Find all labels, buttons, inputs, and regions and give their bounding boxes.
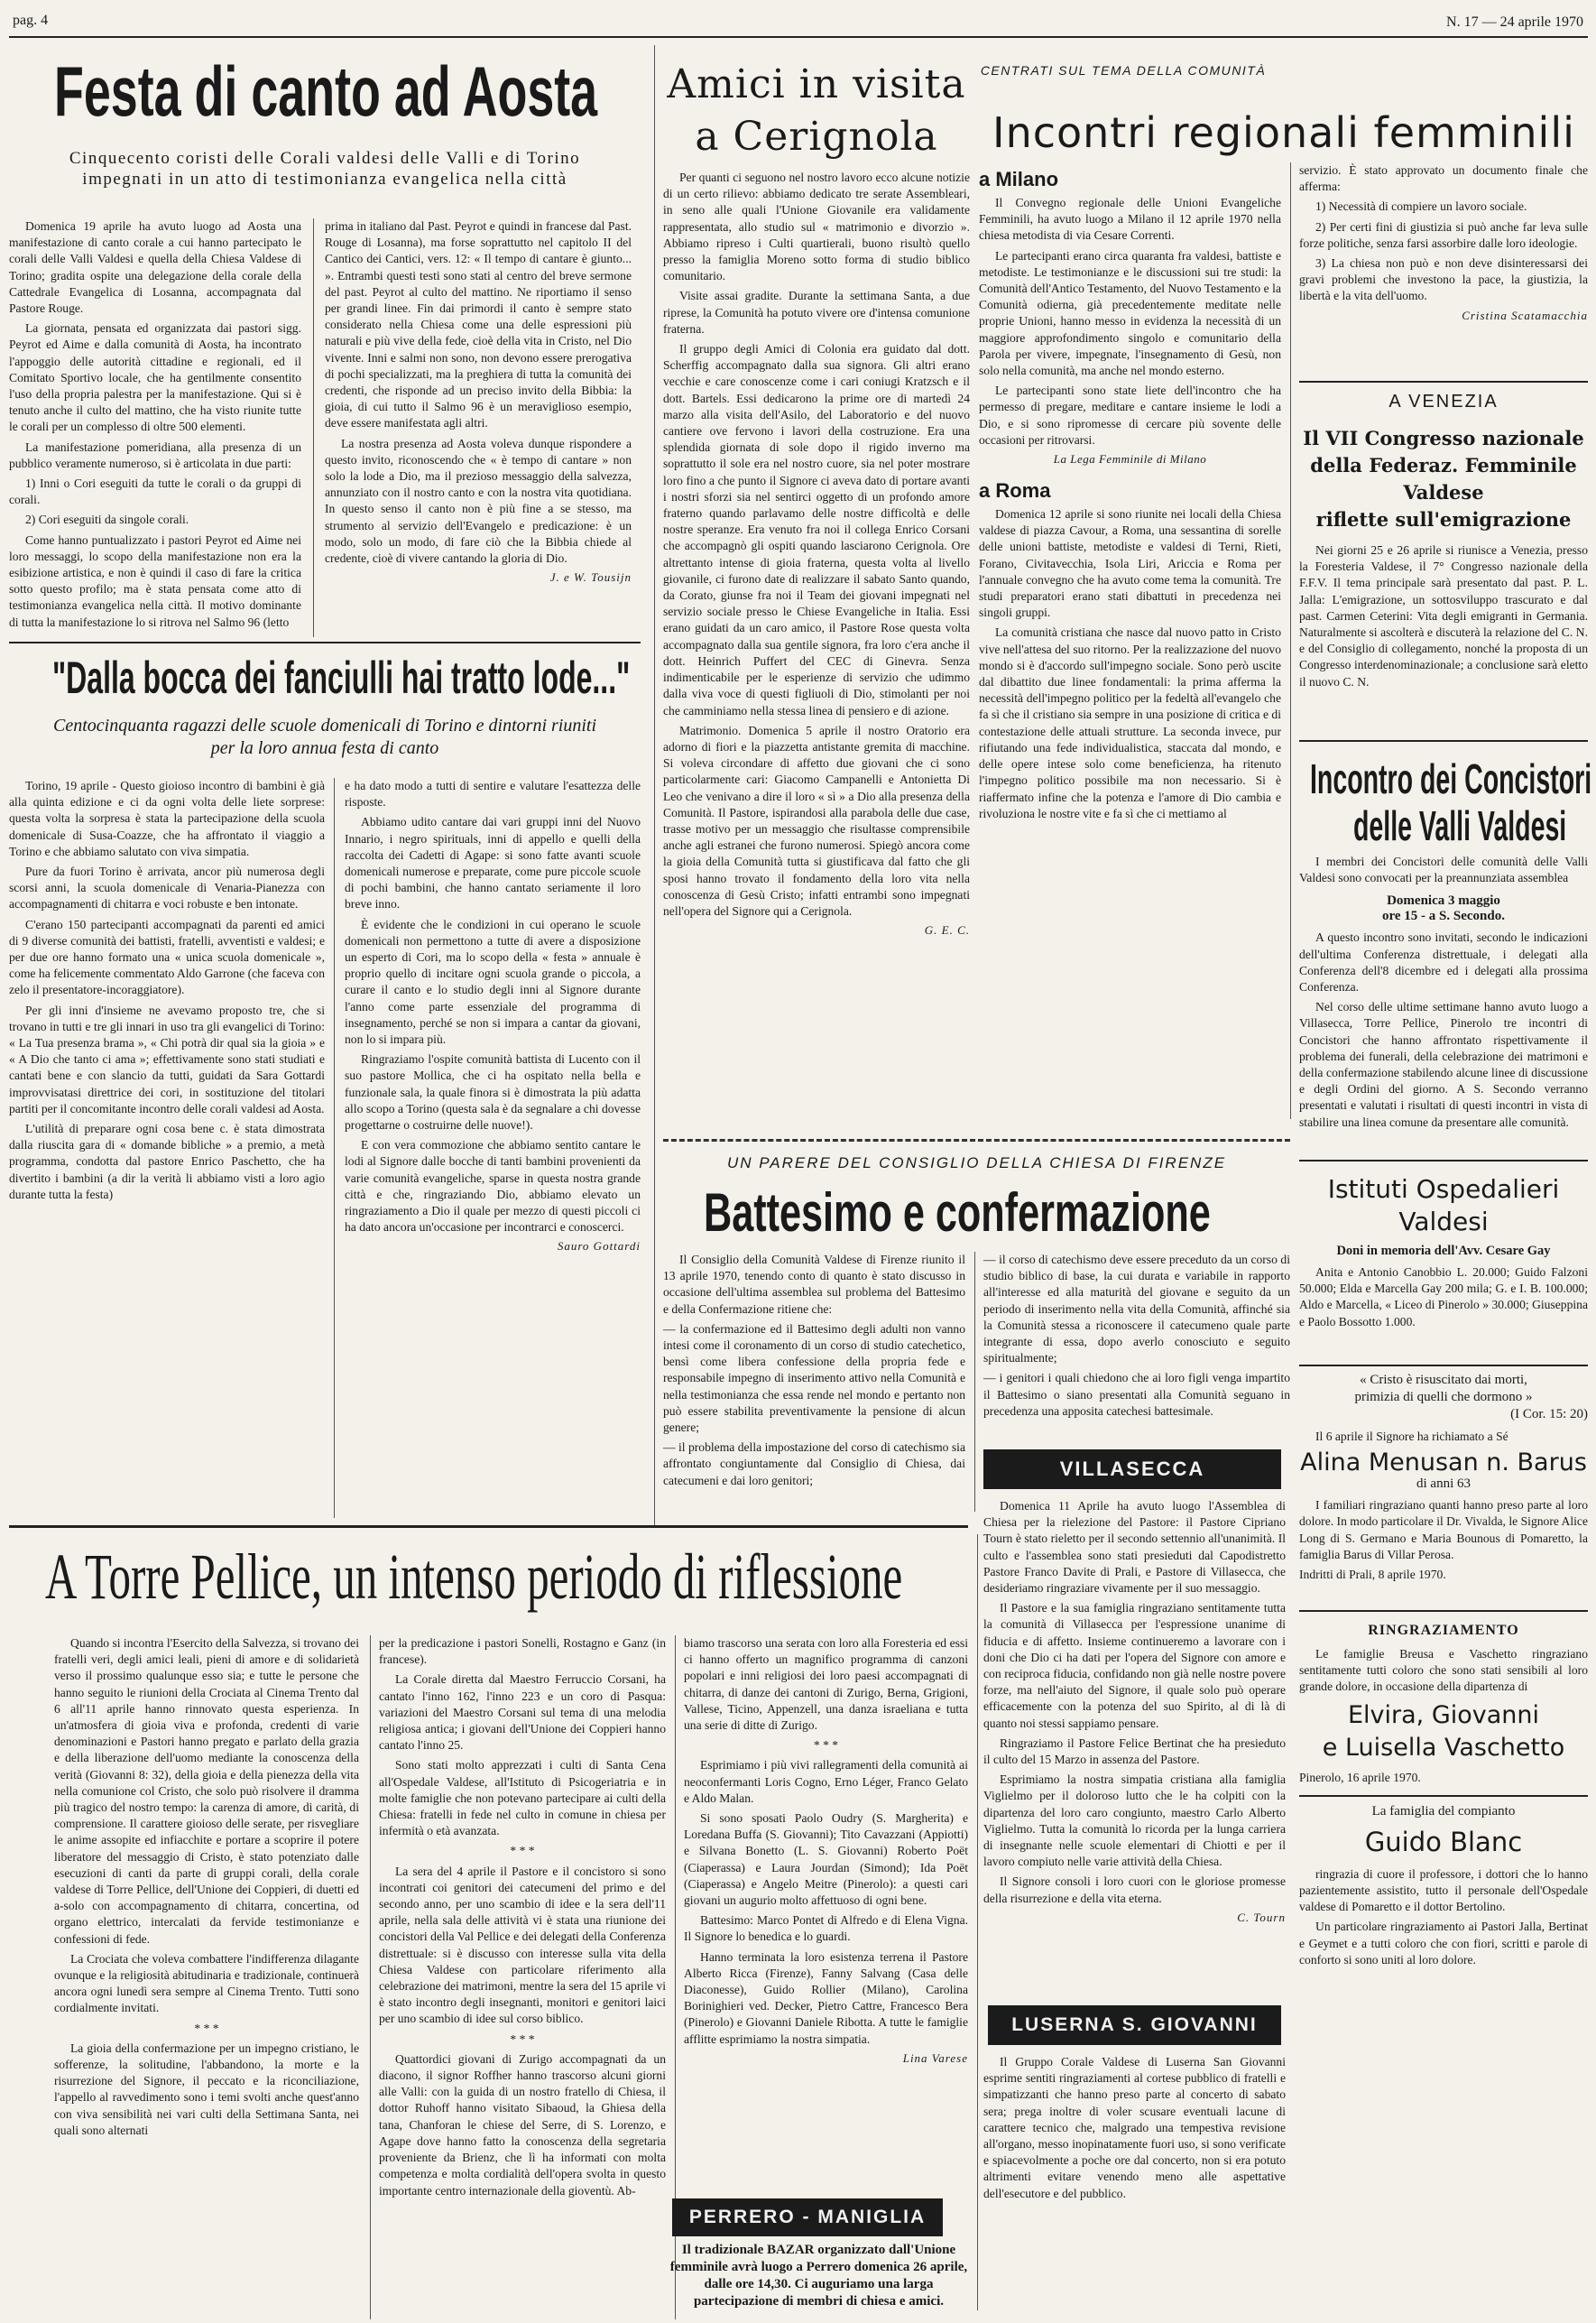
paragraph: A questo incontro sono invitati, secondo le indicazioni dell'ultima Conferenza distrettuale, i delegati alla Conferenza dell'8 dicembre ed i delegati alla prossima Conferenza. (1299, 930, 1588, 995)
ringr-heading: RINGRAZIAMENTO (1368, 1623, 1519, 1638)
concistori-date: Domenica 3 maggio (1387, 893, 1500, 909)
ringr-names1: Elvira, Giovanni (1347, 1700, 1540, 1729)
paragraph: Hanno terminata la loro esistenza terrena il Pastore Alberto Ricca (Firenze), Fanny Salvang (Casa delle Diaconesse), Guido Rollier (Milano), Carolina Borinighieri ved. Decker, Pietro Cattre, Francesco Bera (Pinerolo) e Giovanni Daniele Ribotta. A tutte le famiglie afflitte esprimiamo la nostra simpatia. (684, 1949, 968, 2046)
battesimo-kicker: UN PARERE DEL CONSIGLIO DELLA CHIESA DI FIRENZE (726, 1154, 1227, 1171)
roma-signature: Cristina Scatamacchia (1462, 308, 1588, 322)
paragraph: Esprimiamo la nostra simpatia cristiana alla famiglia Viglielmo per il doloroso lutto che le ha colpiti con la dipartenza del loro caro congiunto, maestro Carlo Alberto Viglielmo. Tutta la comunità lo ricorda per la lunga carriera di insegnante nelle scuole elementari di Chiotti e per il lavoro compiuto nelle varie attività della Chiesa. (983, 1772, 1286, 1869)
paragraph: La sera del 4 aprile il Pastore e il concistoro si sono incontrati coi genitori dei catecumeni del primo e del secondo anno, per uno scambio di idee e la sera dell'11 aprile, nella sala delle attività vi è stata una riunione dei concistori della Val Pellice e dei delegati della Conferenza distrettuale: si è discusso con interesse sulla vita della Chiesa Valdese con particolare riferimento alla celebrazione dei matrimoni, mentre la sera del 15 aprile vi è stato incontro degli insegnanti, monitori e genitori laici per uno scambio di idee sul corso biblico. (379, 1864, 666, 2026)
luserna-text: Il Gruppo Corale Valdese di Luserna San Giovanni esprime sentiti ringraziamenti al cortese pubblico di fratelli e simpatizzanti che hanno preso parte al concerto di sabato sera; prega inoltre di voler scusare eventuali lacune di carattere tecnico che, malgrado una tempestiva revisione all'organo, messo inopinatamente fuori uso, si sono verificate e spiacevolmente a poche ore dal concerto, non si era potuto altrimenti evitare venendo meno alle aspettative dell'esecutore e del pubblico. (983, 2055, 1286, 2200)
ringr-text: Le famiglie Breusa e Vaschetto ringraziano sentitamente tutti coloro che sono stati sensibili al loro grande dolore, in occasione della dipartenza di (1299, 1647, 1588, 1694)
istituti-subtitle: Doni in memoria dell'Avv. Cesare Gay (1336, 1244, 1551, 1258)
concistori-body (1299, 854, 1588, 1129)
aosta-headline: Festa di canto ad Aosta (54, 51, 598, 131)
aosta-signature: J. e W. Tousijn (549, 570, 632, 585)
paragraph: È evidente che le condizioni in cui operano le scuole domenicali non permettono a tutte di avere a disposizione un esperto di Cori, ma lo scopo della « festa » annuale è proprio quello di incitare ogni scuola grande o piccola, a curare il canto e lo studio degli inni al Signore durante l'anno come parte essenziale del programma di insegnamento, perché se non si impara a cantar da giovani, non lo si impara più. (345, 917, 641, 1047)
paragraph: Battesimo: Marco Pontet di Alfredo e di Elena Vigna. Il Signore lo benedica e lo guardi. (684, 1913, 968, 1944)
paragraph: La manifestazione pomeridiana, alla presenza di un pubblico veramente numeroso, si è articolata in due parti: (9, 440, 301, 470)
paragraph: 2) Cori eseguiti da singole corali. (25, 513, 189, 527)
paragraph: La gioia della confermazione per un impegno cristiano, le sofferenze, la solitudine, l'abbandono, la morte e la risurrezione del Signore, il peccato e la riconciliazione, l'appello al ravvedimento sono i temi svolti anche quest'anno con viva sensibilità nei vari culti della Settimana Santa, nei quali sono alternati (54, 2041, 359, 2137)
incontri-kicker: CENTRATI SUL TEMA DELLA COMUNITÀ (980, 63, 1267, 78)
paragraph: Il Consiglio della Comunità Valdese di Firenze riunito il 13 aprile 1970, tenendo conto di quanto è stato discusso in occasione dell'ultima assemblea sul problema del Battesimo e della Confermazione ritiene che: (663, 1253, 965, 1316)
paragraph: Matrimonio. Domenica 5 aprile il nostro Oratorio era adorno di fiori e la piazzetta antistante gremita di macchine. Si voleva circondare di affetto due giovani che ci sono particolarmente cari: Giacomo Campanelli e Antonietta Di Leo che venivano a dire il loro « sì » a Dio alla presenza della Comunità. Il Pastore, ispirandosi alla parabola delle due case, trasse motivo per un messaggio che risultasse comprensibile anche agli estranei che furono numerosi. Spiegò ancora come la gioia della Comunità tutta si giustificava dal fatto che gli sposi hanno trovato il fondamento della loro vita nella conoscenza di Gesù Cristo; infatti entrambi sono impegnati nell'opera del Signore qui a Cerignola. (663, 723, 970, 918)
venezia-text: Nei giorni 25 e 26 aprile si riunisce a Venezia, presso la Foresteria Valdese, il 7° Congresso nazionale della F.F.V. Il tema principale sarà presentato dal past. P. L. Jalla: L'emigrazione, un sottosviluppo trascurato e dal past. Carmen Ceterini: Vita degli emigranti in Germania. Naturalmente si ascolterà e discuterà la relazione del C. N. e del Consiglio di collegamento, nonché la proposta di un Congresso interdenominazionale; a conclusione sarà eletto il nuovo C. N. (1299, 543, 1588, 689)
istituti-title1: Istituti Ospedalieri (1327, 1174, 1560, 1204)
aosta-col2 (325, 218, 632, 637)
paragraph: servizio. È stato approvato un documento finale che afferma: (1299, 163, 1588, 194)
istituti-text: Anita e Antonio Canobbio L. 20.000; Guido Falzoni 50.000; Elda e Marcella Gay 200 mila; G. e I. B. 100.000; Aldo e Marcella, « Liceo di Pinerolo » 30.000; Giuseppina e Paolo Bossotto 1.000. (1299, 1265, 1588, 1328)
article-fanciulli (9, 652, 641, 1518)
aosta-col1 (9, 218, 301, 637)
paragraph: Il Pastore e la sua famiglia ringraziano sentitamente tutta la comunità di Villasecca per l'espressione unanime di fiducia e di affetto. Insieme continueremo a lavorare con i doni che Dio ci ha dati per l'opera del Signore con amore e con reciproca fiducia, confidando non già nelle nostre povere forze, ma nell'aiuto del Signore, il quale solo può operare efficacemente con la potenza del suo Spirito, al di là di quanto noi stessi sappiamo pensare. (983, 1601, 1286, 1730)
paragraph: — il corso di catechismo deve essere preceduto da un corso di studio biblico di base, la cui durata e variabile in rapporto all'interesse ed alla maturità del giovane e seguito da un periodo di inserimento nella vita della Comunità, affinché sia la Comunità stessa a riconoscere il catecumeno quale parte integrante di essa, dopo averlo conosciuto e seguito spiritualmente; (983, 1253, 1290, 1365)
necro-place: Indritti di Prali, 8 aprile 1970. (1299, 1568, 1446, 1582)
article-necrologio (1299, 1372, 1588, 1606)
article-istituti (1299, 1173, 1588, 1363)
cerignola-body (663, 170, 970, 1134)
paragraph: Domenica 19 aprile ha avuto luogo ad Aosta una manifestazione di canto corale a cui hanno partecipato le corali delle Valli Valdesi e quella della Chiesa Valdese di Torino; gradita ospite una delegazione della corale della Cattedrale Evangelica di Losanna, accompagnata dal Pastore Rouge. (9, 219, 301, 316)
aosta-subtitle: Cinquecento coristi delle Corali valdesi delle Valli e di Torino impegnati in un atto di testimonianza evangelica nella città (69, 149, 581, 189)
paragraph: La comunità cristiana che nasce dal nuovo patto in Cristo vive nell'attesa del suo ritorno. Per la realizzazione del nuovo mondo si è d'accordo sull'impegno sociale. Sono però uscite dal dibattito due linee fondamentali: la prima afferma la necessità dell'impegno politico per la fedeltà all'evangelo che fa sì che il cristiano sia sempre in una posizione di critica e di contestazione delle attuali strutture. La seconda invece, pur rifiutando una fede individualistica, staccata dal mondo, e delle opere intese solo come beneficienza, ha ritenuto l'impegno politico possibile ma non necessario. Si è riaffermato infine che la potenza e l'amore di Dio cambia e rivoluziona le nostre vite e fa sì che ci mettiamo al (979, 625, 1281, 820)
incontri-col1 (979, 162, 1281, 1128)
paragraph: 1) Necessità di compiere un lavoro sociale. (1315, 199, 1527, 214)
article-concistori (1299, 747, 1592, 1129)
paragraph: Il gruppo degli Amici di Colonia era guidato dal dott. Scherffig accompagnato dalla sua signora. Gli altri erano vecchie e care conoscenze come i cari coniugi Kratzsch e il dott. Bartels. Essi dedicarono la prime ore di martedì 24 marzo alla visita dell'Asilo, del Laboratorio e del nuovo cantiere ove fervono i lavori della costruzione. Era una splendida giornata di sole dopo il rigido inverno ma soprattutto il sole era nel nostro cuore, sia nel poter mostrare loro fino a che punto il Signore ci aveva dato di portare avanti i nostri sforzi sia nel sentirci oggetto di un profondo amore fraterno quando parlavamo delle nostre difficoltà e delle nostre speranze. Era venuto fra noi il collega Enrico Corsani che accompagnò gli ospiti quando lasciarono Cerignola. Ore altrettanto intense di gioia fraterna, questa volta al livello giovanile, ci furono date di realizzare il sabato Santo quando, da Corato, giunse fra noi il Team dei giovani impegnati nel servizio sociale presso le Chiese Evangeliche in Italia. Essi erano guidati da un caro amico, il Pastore Rose questa volta accompagnato dalla sua gentile signora, fra loro c'era anche il dott. Heinrich Puffert del CEC di Ginevra. Senza indimenticabile per le esperienze di servizio che udimmo dalla viva voce di questi figliuoli di Dio, stimolanti per noi che camminiamo nella stessa linea di pensiero e di azione. (663, 342, 970, 717)
paragraph: La giornata, pensata ed organizzata dai pastori sigg. Peyrot ed Aime e dalla comunità di Aosta, ha incontrato l'appoggio delle autorità cittadine e regionali, ed il Comitato Sportivo locale, che ha gentilmente consentito l'uso della propria palestra per la manifestazione. Qui si è tenuto anche il culto del mattino, che ha visto riunite tutte le corali per un complesso di oltre 500 elementi. (9, 321, 301, 434)
paragraph: Esprimiamo i più vivi rallegramenti della comunità ai neoconfermanti Loris Cogno, Erno Léger, Franco Gelato e Aldo Malan. (684, 1758, 968, 1805)
paragraph: C'erano 150 partecipanti accompagnati da parenti ed amici di 9 diverse comunità dei battisti, fratelli, avventisti e valdesi; e per due ore hanno formato una « unica scuola domenicale », come ha felicemente commentato Aldo Garrone (che faceva con zelo il presentatore-incoraggiatore). (9, 917, 325, 997)
paragraph: I membri dei Concistori delle comunità delle Valli Valdesi sono convocati per la preannunziata assemblea (1299, 855, 1588, 885)
villasecca-signature: C. Tourn (1237, 1910, 1286, 1924)
luserna-banner: LUSERNA S. GIOVANNI (988, 2005, 1281, 2045)
fanciulli-col2 (345, 778, 641, 1518)
paragraph: Si sono sposati Paolo Oudry (S. Margherita) e Loredana Buffa (S. Giovanni); Tito Cavazzani (Appiotti) e Silvana Bonetto (L. S. Giovanni) Roberto Poët (Ciaperassa) e Laura Jourdan (Simond); Ida Poët (Ciaperassa) e Angelo Meitre (Pinerolo): a questi cari giovani un augurio molto affettuoso di ogni bene. (684, 1811, 968, 1908)
necro-intro: Il 6 aprile il Signore ha richiamato a Sé (1315, 1430, 1508, 1443)
paragraph: Per gli inni d'insieme ne avevamo proposto tre, che si trovano in tutti e tre gli innari in uso tra gli evangelici di Torino: « La Tua presenza brama », « Chi potrà dir qual sia la gioia » e « A Dio che tanto ci ama »; effettivamente sono stati studiati e cantati bene e con slancio da tutti, guidati da Sara Gottardi improvvisatasi direttrice dei cori, in sostituzione del titolari partiti per il concomitante incontro delle corali valdesi ad Aosta. (9, 1003, 325, 1115)
concistori-time: ore 15 - a S. Secondo. (1382, 909, 1505, 924)
cerignola-title-line1: Amici in visita (667, 61, 966, 107)
concistori-title2: delle Valli Valdesi (1353, 802, 1567, 849)
milano-signature: La Lega Femminile di Milano (1053, 452, 1207, 467)
paragraph: Quattordici giovani di Zurigo accompagnati da un diacono, il signor Roffher hanno trascorso alcuni giorni alle Valli: con la guida di un nostro fratello di Chiesa, il dottor Ruhoff hanno visitato Sibaoud, la Ghiesa della tana, Chanforan le chiese del Serre, di S. Lorenzo, e Agape dove hanno fatto la conoscenza della segretaria proveniente da Brienz, che lì ha informati con molta competenza e molta cordialità dell'opera svolta in questo importante centro internazionale della gioventù. Ab- (379, 2051, 666, 2198)
paragraph: Domenica 12 aprile si sono riunite nei locali della Chiesa valdese di piazza Cavour, a Roma, una sessantina di sorelle delle unioni battiste, metodiste e valdesi di Terni, Rieti, Forano, Civitavecchia, Isola Liri, Ariccia e Roma per l'annuale convegno che ha avuto come tema la comunità. Tre studi preparatori erano stati dibattuti in precedenza nei singoli gruppi. (979, 507, 1281, 620)
paragraph: Visite assai gradite. Durante la settimana Santa, a due riprese, la Comunità ha potuto vivere ore d'intensa comunione fraterna. (663, 289, 970, 336)
ringr-intro2: La famiglia del compianto (1371, 1803, 1516, 1819)
ringr-place: Pinerolo, 16 aprile 1970. (1299, 1770, 1421, 1784)
incontri-col2 (1299, 162, 1588, 379)
paragraph: Le partecipanti sono state liete dell'incontro che ha permesso di pregare, meditare e cantare insieme le lodi a Dio, e si sono ripromesse di cercare più sovente delle occasioni per ritrovarsi. (979, 384, 1281, 447)
paragraph: Il Signore consoli i loro cuori con le gloriose promesse della risurrezione e della vita eterna. (983, 1874, 1286, 1905)
article-luserna (983, 2054, 1286, 2253)
paragraph: Il Convegno regionale delle Unioni Evangeliche Femminili, ha avuto luogo a Milano il 12 aprile 1970 nella chiesa metodista di via Cesare Correnti. (979, 196, 1281, 243)
paragraph: Per quanti ci seguono nel nostro lavoro ecco alcune notizie di un certo rilievo: abbiamo dedicato tre serate Assembleari, in seno alle quali l'Unione Giovanile era validamente rappresentata, allo studio sul « matrimonio e divorzio ». Abbiamo ripreso i Culti quartierali, buono risultò quello presso la famiglia Moreno sotto forma di studio biblico comunitario. (663, 171, 970, 283)
paragraph: Pure da fuori Torino è arrivata, ancor più numerosa degli scorsi anni, la scuola domenicale di Venaria-Pianezza con accompagnamenti di chitarra e voci robuste e ben intonate. (9, 865, 325, 912)
cerignola-title-line2: a Cerignola (695, 114, 938, 160)
paragraph: La nostra presenza ad Aosta voleva dunque rispondere a questo invito, riconoscendo che « è tempo di cantare » non solo la lode a Dio, ma il prezioso messaggio della salvezza, annunziato con il nostro canto e con la nostra vita quotidiana. In questo senso il canto non è più fine a se stesso, ma strumento al servizio dell'Evangelo e predicazione: è un modo, solo un modo, di fare ciò che la Bibbia chiede al credente, cioè di vivere cantando la gloria di Dio. (325, 436, 632, 566)
concistori-title1: Incontro dei Concistori (1310, 755, 1592, 802)
separator: * * * (510, 1844, 535, 1858)
paragraph: — i genitori i quali chiedono che ai loro figli venga impartito il Battesimo o siano presentati alla Comunità seguano in precedenza una apposita catechesi battesimale. (983, 1371, 1290, 1418)
necro-age: di anni 63 (1416, 1476, 1471, 1492)
paragraph: Come hanno puntualizzato i pastori Peyrot ed Aime nei loro messaggi, lo scopo della manifestazione non era la esibizione artistica, e non è quindi il caso di fare la critica sotto questo profilo; ma è stata pensata come atto di testimonianza evangelica nella città. Il motivo dominante di tutta la manifestazione lo si ritrova nel Salmo 96 (letto (9, 532, 301, 629)
ringr-text3: Un particolare ringraziamento ai Pastori Jalla, Bertinat e Geymet e a tutti coloro che con fiori, scritti e parole di conforto si sono uniti al loro dolore. (1299, 1920, 1588, 1967)
paragraph: L'utilità di preparare ogni cosa bene c. è stata dimostrata dalla riuscita gara di « domande bibliche » a premio, a metà programma, condotta dal pastore Enrico Paschetto, che ha divertito i bambini (a dir la verità li abbiamo visti a loro agio durante tutta la festa) (9, 1122, 325, 1201)
paragraph: — il problema della impostazione del corso di catechismo sia affrontato congiuntamente dal Consiglio di Chiesa, dai catecumeni e dai loro genitori; (663, 1440, 965, 1487)
paragraph: — la confermazione ed il Battesimo degli adulti non vanno intesi come il coronamento di un corso di studio catechetico, bensì come libera confessione della propria fede e responsabile impegno di inserimento attivo nella Comunità e nella testimonianza che essa rende nel mondo e pertanto non può essere stabilita preventivamente la pensione di alcun genere; (663, 1321, 965, 1435)
necro-ref: (I Cor. 15: 20) (1510, 1407, 1588, 1421)
perrero-banner: PERRERO - MANIGLIA (672, 2198, 943, 2236)
article-venezia (1299, 388, 1588, 749)
paragraph: per la predicazione i pastori Sonelli, Rostagno e Ganz (in francese). (379, 1636, 666, 1667)
fanciulli-col1 (9, 778, 325, 1518)
venezia-title3: riflette sull'emigrazione (1315, 508, 1572, 531)
necro-name: Alina Menusan n. Barus (1300, 1448, 1587, 1477)
page-number: pag. 4 (13, 13, 49, 28)
perrero-text: Il tradizionale BAZAR organizzato dall'Unione femminile avrà luogo a Perrero domenica 26 aprile, dalle ore 14,30. Ci auguriamo una larga partecipazione di membri di chiesa e amici. (669, 2243, 968, 2309)
article-cerignola (663, 51, 970, 1134)
paragraph: Sono stati molto apprezzati i culti di Santa Cena all'Ospedale Valdese, all'Istituto di Psicogeriatria e in molte famiglie che non potevano partecipare ai culti della Chiesa: fratelli in fede nel culto in comune in chiesa per infermità o età avanzata. (379, 1758, 666, 1838)
battesimo-col1 (663, 1252, 965, 1512)
paragraph: Ringraziamo l'ospite comunità battista di Lucento con il suo pastore Mollica, che ci ha ospitato nella bella e funzionale sala, la quale finora si è dimostrata la più adatta allo scopo a Torino (questa sala è da segnalare a chi dovesse progettarne o costruirne delle nuove!). (345, 1052, 641, 1133)
incontri-title: Incontri regionali femminili (992, 108, 1575, 157)
venezia-heading: A VENEZIA (1388, 392, 1499, 412)
article-perrero (668, 2242, 970, 2319)
article-villasecca (983, 1498, 1286, 1994)
separator: * * * (813, 1738, 839, 1753)
villasecca-banner: VILLASECCA (983, 1449, 1281, 1489)
fanciulli-headline: "Dalla bocca dei fanciulli hai tratto lode..." (52, 652, 631, 703)
paragraph: e ha dato modo a tutti di sentire e valutare l'esattezza delle risposte. (345, 779, 641, 810)
paragraph: Nel corso delle ultime settimane hanno avuto luogo a Villasecca, Torre Pellice, Pinerolo tre incontri di Concistori che hanno affrontato rispettivamente il problema dei funerali, della celebrazione dei matrimoni e della confermazione stabilendo alcune linee di discussione e degli Ordini del giorno. A S. Secondo verranno presentati e valutati i risultati di questi incontri in vista di stabilire una linea comune da presentare alle comunità. (1299, 1000, 1588, 1129)
issue-date: N. 17 — 24 aprile 1970 (1446, 14, 1583, 30)
battesimo-headline: Battesimo e confermazione (704, 1182, 1211, 1243)
roma-heading: a Roma (979, 479, 1051, 503)
torre-signature: Lina Varese (902, 2050, 968, 2065)
paragraph: Quando si incontra l'Esercito della Salvezza, si trovano dei fratelli veri, degli amici leali, pieni di amore e di solidarietà verso il prossimo qualunque esso sia; e tutte le persone che hanno seguito le riunioni della Crociata al Cinema Trento dal 6 all'11 aprile hanno rinnovato questa esperienza. In un'atmosfera di gioia viva e profonda, credenti di varie denominazioni e Pastori hanno pregato e parlato della grazia e della liberazione dell'uomo mediante la conoscenza della verità (Giovanni 8: 32), della gioia e della pienezza della vita nella comunione col Cristo, che solo può risolvere il dramma più tragico del nostro tempo: la carenza di amore, di carità, di comprensione. Il carattere gioioso delle serate, per risvegliare le anime assopite ed infiacchite e portare a scoprire il potere liberatore del messaggio di Cristo, è stato potenziato dalle esecuzioni di canti da parte di gruppi corali, della corale valdese di Torre Pellice, dell'Unione dei Coppieri, di duetti ed a-solo con accompagnamento di chitarra, concertina, od organo elettrico, intercalati da fervide testimonianze e confessioni di fede. (54, 1636, 359, 1946)
paragraph: E con vera commozione che abbiamo sentito cantare le lodi al Signore dalle bocche di tanti bambini provenienti da varie comunità evangeliche, sparse in questa nostra grande città e che, ringraziando Dio, abbiamo elevato un ringraziamento a Dio il quale per mezzo di questi piccoli ci ha dato ancora un'occasione per incontrarci e conoscerci. (345, 1138, 641, 1235)
torre-col2 (379, 1635, 666, 2319)
paragraph: Torino, 19 aprile - Questo gioioso incontro di bambini è già alla quinta edizione e ci da ogni volta delle liete sorprese: questa volta la sorpresa è stata la partecipazione della scuola domenicale di Susa-Coazze, che ha affrontato il viaggio a Torino e che abbiamo salutato con viva simpatia. (9, 779, 325, 858)
istituti-title2: Valdesi (1398, 1207, 1489, 1236)
ringr-name2: Guido Blanc (1364, 1826, 1523, 1857)
paragraph: Le partecipanti erano circa quaranta fra valdesi, battiste e metodiste. Le testimonianze e le discussioni sui tre studi: la Comunità dell'Antico Testamento, del Nuovo Testamento e la Comunità odierna, già precedentemente meditate nelle proprie Unioni, hanno messo in evidenza la necessità di un maggiore approfondimento singolo e comunitario della Parola per vivere, impegnate, l'insegnamento di Gesù, non solo nella comunità, ma anche nel mondo esterno. (979, 248, 1281, 378)
fanciulli-signature: Sauro Gottardi (557, 1239, 641, 1254)
paragraph: La Crociata che voleva combattere l'indifferenza dilagante ovunque e la religiosità abitudinaria e tradizionale, continuerà ancora ogni lunedì sera sempre al Cinema Trento. Tutti sono cordialmente invitati. (54, 1951, 359, 2015)
paragraph: Abbiamo udito cantare dai vari gruppi inni del Nuovo Innario, i negro spirituals, inni di appello e quelli della raccolta dei Cadetti di Agape: si sono fatte avanti scuole domenicali numerose e preparate, come pure piccole scuole di pochi bambini, che hanno cantato seriamente il loro breve inno. (345, 815, 641, 912)
paragraph: Ringraziamo il Pastore Felice Bertinat che ha presieduto il culto del 15 Marzo in assenza del Pastore. (983, 1735, 1286, 1767)
paragraph: Domenica 11 Aprile ha avuto luogo l'Assemblea di Chiesa per la rielezione del Pastore: il Pastore Cipriano Tourn è stato rieletto per il secondo settennio all'unanimità. Il culto e l'assemblea sono stati presieduti dal Capodistretto Pastore Franco Davite di Prali, e Pastore di Villasecca, che desideriamo ringraziare vivamente per il suo messaggio. (983, 1499, 1286, 1596)
cerignola-signature: G. E. C. (924, 923, 970, 938)
necro-text: I familiari ringraziano quanti hanno preso parte al loro dolore. In modo particolare il Dr. Vivalda, le Signore Alice Long di S. Germano e Maria Bounous di Pomaretto, la famiglia Barus di Villar Perosa. (1299, 1498, 1588, 1561)
torre-headline: A Torre Pellice, un intenso periodo di riflessione (45, 1541, 903, 1613)
fanciulli-subtitle: Centocinquanta ragazzi delle scuole domenicali di Torino e dintorni riuniti per la loro annua festa di canto (52, 716, 597, 758)
necro-quote2: primizia di quelli che dormono » (1354, 1390, 1533, 1404)
venezia-title2: della Federaz. Femminile Valdese (1310, 454, 1577, 504)
ringr-text2: ringrazia di cuore il professore, i dottori che lo hanno pazientemente assistito, tutto il personale dell'Ospedale valdese di Pomaretto e il dottor Bertolino. (1299, 1866, 1588, 1914)
separator: * * * (510, 2031, 535, 2046)
milano-heading: a Milano (979, 168, 1059, 190)
separator: * * * (194, 2021, 219, 2035)
necro-quote1: « Cristo è risuscitato dai morti, (1360, 1373, 1527, 1387)
paragraph: 2) Per certi fini di giustizia si può anche far leva sulle forze politiche, senza farsi assorbire dalle loro ideologie. (1299, 219, 1588, 250)
paragraph: 3) La chiesa non può e non deve disinteressarsi dei gravi problemi che investono la pace, la giustizia, la libertà e la vita dell'uomo. (1299, 256, 1588, 303)
article-ringraziamento (1299, 1617, 1588, 2321)
torre-col1 (54, 1635, 359, 2319)
venezia-title1: Il VII Congresso nazionale (1303, 427, 1584, 449)
article-aosta (9, 42, 641, 637)
paragraph: La Corale diretta dal Maestro Ferruccio Corsani, ha cantato l'inno 162, l'inno 223 e un coro di Pasqua: variazioni del Maestro Corsani sul tema di una melodia religiosa antica; i giovani dell'Unione dei Coppieri hanno cantato l'inno 25. (379, 1672, 666, 1753)
paragraph: prima in italiano dal Past. Peyrot e quindi in francese dal Past. Rouge di Losanna), ma forse soprattutto nel capitolo II del Cantico dei Cantici, vers. 12: « Il tempo di cantare è giunto... ». Entrambi questi testi sono stati al centro del breve sermone del past. Peyrot al culto del mattino. Ne riportiamo il senso per grandi linee. Fin dai primordi il canto è sempre stato considerato nella Chiesa come una delle espressioni più naturali e più vive della fede, cioè della vita in Cristo, nel Dio vivente. Inni e salmi non sono, non devono essere prerogativa di pochi specializzati, ma la preghiera di tutta la comunità dei credenti, che risponde ad un preciso invito della Bibbia: la gioia, di cui tutto il Salmo 96 è un meraviglioso esempio, deve essere manifestata agli altri. (325, 219, 632, 430)
paragraph: biamo trascorso una serata con loro alla Foresteria ed essi ci hanno offerto un magnifico programma di canzoni popolari e inni religiosi dei loro paesi accompagnati di chitarra, di danze dei cantoni di Zurigo, Berna, Grigioni, Vallese, Ticino, Appenzell, una danza israeliana e tutta una serie di ditte di Zurigo. (684, 1636, 968, 1733)
ringr-names2: e Luisella Vaschetto (1322, 1733, 1565, 1762)
paragraph: 1) Inni o Cori eseguiti da tutte le corali o da gruppi di corali. (9, 477, 301, 507)
